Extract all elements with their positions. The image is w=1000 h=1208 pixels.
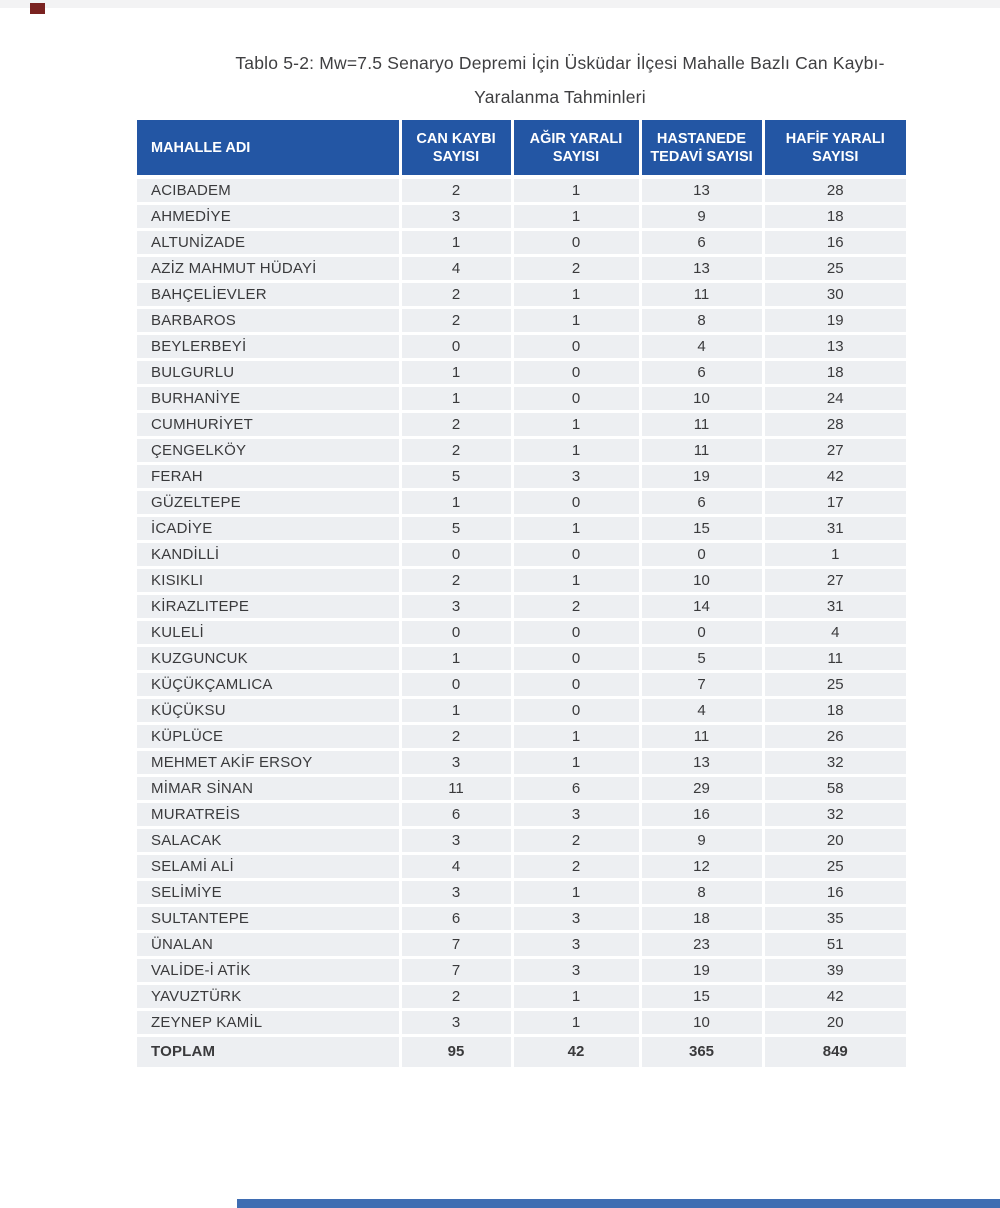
table-body [137, 177, 906, 1067]
cell-value: 13 [763, 333, 906, 359]
cell-value: 0 [512, 619, 640, 645]
cell-value: 28 [763, 411, 906, 437]
page-top-band [0, 0, 1000, 8]
cell-value: 5 [400, 463, 512, 489]
table-row [137, 1009, 906, 1035]
cell-value: 16 [763, 879, 906, 905]
column-header: AĞIR YARALI SAYISI [512, 120, 640, 177]
cell-value: 7 [400, 957, 512, 983]
table-row [137, 671, 906, 697]
cell-value: 18 [763, 697, 906, 723]
cell-value: 27 [763, 567, 906, 593]
cell-value: 1 [512, 983, 640, 1009]
cell-value: 4 [640, 333, 763, 359]
table-row [137, 411, 906, 437]
table-row [137, 697, 906, 723]
cell-value: 0 [512, 489, 640, 515]
cell-value: 16 [763, 229, 906, 255]
cell-value: 32 [763, 749, 906, 775]
cell-value: 51 [763, 931, 906, 957]
cell-value: 3 [400, 749, 512, 775]
table-row [137, 801, 906, 827]
cell-value: 4 [400, 255, 512, 281]
cell-value: 15 [640, 515, 763, 541]
table-row [137, 853, 906, 879]
cell-value: 18 [640, 905, 763, 931]
cell-value: 0 [400, 333, 512, 359]
column-header: HAFİF YARALI SAYISI [763, 120, 906, 177]
cell-value: 1 [512, 879, 640, 905]
neighborhood-name: AHMEDİYE [137, 203, 400, 229]
cell-value: 1 [400, 489, 512, 515]
neighborhood-name: KÜPLÜCE [137, 723, 400, 749]
neighborhood-name: MEHMET AKİF ERSOY [137, 749, 400, 775]
cell-value: 15 [640, 983, 763, 1009]
neighborhood-name: SULTANTEPE [137, 905, 400, 931]
cell-value: 2 [400, 177, 512, 203]
neighborhood-name: ÇENGELKÖY [137, 437, 400, 463]
cell-value: 3 [512, 905, 640, 931]
table-row [137, 385, 906, 411]
cell-value: 6 [512, 775, 640, 801]
cell-value: 1 [400, 645, 512, 671]
cell-value: 365 [640, 1035, 763, 1067]
cell-value: 3 [512, 957, 640, 983]
cell-value: 13 [640, 177, 763, 203]
cell-value: 0 [640, 541, 763, 567]
cell-value: 42 [763, 983, 906, 1009]
cell-value: 58 [763, 775, 906, 801]
cell-value: 1 [512, 567, 640, 593]
cell-value: 3 [400, 593, 512, 619]
table-row [137, 281, 906, 307]
total-row [137, 1035, 906, 1067]
cell-value: 3 [400, 879, 512, 905]
cell-value: 0 [400, 619, 512, 645]
neighborhood-name: MİMAR SİNAN [137, 775, 400, 801]
neighborhood-name: BAHÇELİEVLER [137, 281, 400, 307]
cell-value: 2 [400, 983, 512, 1009]
neighborhood-name: ALTUNİZADE [137, 229, 400, 255]
cell-value: 3 [512, 931, 640, 957]
column-header: MAHALLE ADI [137, 120, 400, 177]
cell-value: 2 [400, 411, 512, 437]
table-row [137, 723, 906, 749]
cell-value: 19 [763, 307, 906, 333]
cell-value: 5 [640, 645, 763, 671]
neighborhood-name: SALACAK [137, 827, 400, 853]
table-row [137, 983, 906, 1009]
cell-value: 28 [763, 177, 906, 203]
cell-value: 25 [763, 671, 906, 697]
cell-value: 11 [640, 723, 763, 749]
cell-value: 13 [640, 749, 763, 775]
cell-value: 1 [512, 177, 640, 203]
cell-value: 1 [512, 749, 640, 775]
cell-value: 42 [763, 463, 906, 489]
neighborhood-name: GÜZELTEPE [137, 489, 400, 515]
cell-value: 1 [400, 229, 512, 255]
cell-value: 1 [512, 437, 640, 463]
cell-value: 2 [400, 437, 512, 463]
cell-value: 10 [640, 1009, 763, 1035]
cell-value: 2 [400, 567, 512, 593]
cell-value: 39 [763, 957, 906, 983]
table-row [137, 619, 906, 645]
table-row [137, 957, 906, 983]
neighborhood-name: KİRAZLITEPE [137, 593, 400, 619]
cell-value: 11 [640, 281, 763, 307]
table-row [137, 229, 906, 255]
cell-value: 2 [512, 853, 640, 879]
cell-value: 4 [400, 853, 512, 879]
cell-value: 95 [400, 1035, 512, 1067]
cell-value: 10 [640, 385, 763, 411]
table-row [137, 255, 906, 281]
neighborhood-name: KÜÇÜKSU [137, 697, 400, 723]
casualty-table [137, 120, 906, 1067]
cell-value: 8 [640, 307, 763, 333]
table-row [137, 515, 906, 541]
column-header: CAN KAYBI SAYISI [400, 120, 512, 177]
cell-value: 3 [400, 827, 512, 853]
neighborhood-name: YAVUZTÜRK [137, 983, 400, 1009]
cell-value: 10 [640, 567, 763, 593]
table-row [137, 749, 906, 775]
cell-value: 1 [512, 411, 640, 437]
table-row [137, 567, 906, 593]
cell-value: 13 [640, 255, 763, 281]
total-label: TOPLAM [137, 1035, 400, 1067]
neighborhood-name: İCADİYE [137, 515, 400, 541]
table-title-line2: Yaralanma Tahminleri [474, 87, 646, 107]
cell-value: 3 [512, 463, 640, 489]
cell-value: 1 [512, 307, 640, 333]
cell-value: 2 [400, 281, 512, 307]
cell-value: 4 [763, 619, 906, 645]
cell-value: 25 [763, 853, 906, 879]
cell-value: 6 [640, 229, 763, 255]
cell-value: 3 [400, 203, 512, 229]
cell-value: 6 [640, 359, 763, 385]
cell-value: 4 [640, 697, 763, 723]
neighborhood-name: CUMHURİYET [137, 411, 400, 437]
cell-value: 6 [400, 905, 512, 931]
neighborhood-name: KÜÇÜKÇAMLICA [137, 671, 400, 697]
cell-value: 19 [640, 463, 763, 489]
cell-value: 1 [512, 723, 640, 749]
cell-value: 0 [512, 671, 640, 697]
cell-value: 23 [640, 931, 763, 957]
cell-value: 11 [640, 411, 763, 437]
table-row [137, 203, 906, 229]
bottom-blue-bar [237, 1199, 1000, 1208]
cell-value: 0 [512, 645, 640, 671]
cell-value: 19 [640, 957, 763, 983]
neighborhood-name: BULGURLU [137, 359, 400, 385]
cell-value: 0 [512, 333, 640, 359]
cell-value: 0 [512, 385, 640, 411]
cell-value: 1 [512, 203, 640, 229]
cell-value: 2 [400, 723, 512, 749]
neighborhood-name: FERAH [137, 463, 400, 489]
cell-value: 11 [400, 775, 512, 801]
cell-value: 2 [512, 593, 640, 619]
neighborhood-name: KULELİ [137, 619, 400, 645]
cell-value: 12 [640, 853, 763, 879]
cell-value: 2 [512, 827, 640, 853]
cell-value: 0 [400, 671, 512, 697]
neighborhood-name: SELAMİ ALİ [137, 853, 400, 879]
cell-value: 24 [763, 385, 906, 411]
cell-value: 1 [400, 385, 512, 411]
cell-value: 17 [763, 489, 906, 515]
table-row [137, 437, 906, 463]
cell-value: 18 [763, 203, 906, 229]
cell-value: 6 [400, 801, 512, 827]
table-row [137, 827, 906, 853]
neighborhood-name: KANDİLLİ [137, 541, 400, 567]
cell-value: 18 [763, 359, 906, 385]
table-row [137, 593, 906, 619]
neighborhood-name: AZİZ MAHMUT HÜDAYİ [137, 255, 400, 281]
table-row [137, 931, 906, 957]
cell-value: 6 [640, 489, 763, 515]
cell-value: 20 [763, 827, 906, 853]
cell-value: 30 [763, 281, 906, 307]
column-header: HASTANEDE TEDAVİ SAYISI [640, 120, 763, 177]
cell-value: 0 [512, 229, 640, 255]
cell-value: 11 [640, 437, 763, 463]
cell-value: 1 [400, 697, 512, 723]
table-title [120, 46, 1000, 114]
neighborhood-name: SELİMİYE [137, 879, 400, 905]
cell-value: 0 [640, 619, 763, 645]
neighborhood-name: ZEYNEP KAMİL [137, 1009, 400, 1035]
neighborhood-name: ACIBADEM [137, 177, 400, 203]
table-row [137, 489, 906, 515]
cell-value: 3 [512, 801, 640, 827]
cell-value: 1 [512, 515, 640, 541]
cell-value: 1 [512, 281, 640, 307]
cell-value: 7 [400, 931, 512, 957]
neighborhood-name: VALİDE-İ ATİK [137, 957, 400, 983]
cell-value: 16 [640, 801, 763, 827]
cell-value: 1 [400, 359, 512, 385]
table-row [137, 333, 906, 359]
cell-value: 42 [512, 1035, 640, 1067]
cell-value: 3 [400, 1009, 512, 1035]
header-row [137, 120, 906, 177]
cell-value: 14 [640, 593, 763, 619]
cell-value: 20 [763, 1009, 906, 1035]
neighborhood-name: ÜNALAN [137, 931, 400, 957]
neighborhood-name: BEYLERBEYİ [137, 333, 400, 359]
cell-value: 27 [763, 437, 906, 463]
table-row [137, 359, 906, 385]
table-row [137, 645, 906, 671]
cell-value: 35 [763, 905, 906, 931]
cell-value: 849 [763, 1035, 906, 1067]
table-row [137, 905, 906, 931]
cell-value: 8 [640, 879, 763, 905]
cell-value: 2 [512, 255, 640, 281]
cell-value: 1 [763, 541, 906, 567]
cell-value: 9 [640, 827, 763, 853]
cell-value: 32 [763, 801, 906, 827]
cell-value: 0 [400, 541, 512, 567]
cell-value: 29 [640, 775, 763, 801]
table-row [137, 879, 906, 905]
cell-value: 5 [400, 515, 512, 541]
cell-value: 1 [512, 1009, 640, 1035]
table-row [137, 541, 906, 567]
cell-value: 11 [763, 645, 906, 671]
cell-value: 0 [512, 697, 640, 723]
cell-value: 2 [400, 307, 512, 333]
cell-value: 0 [512, 359, 640, 385]
cell-value: 31 [763, 515, 906, 541]
neighborhood-name: MURATREİS [137, 801, 400, 827]
table-row [137, 307, 906, 333]
cell-value: 26 [763, 723, 906, 749]
cell-value: 25 [763, 255, 906, 281]
cell-value: 31 [763, 593, 906, 619]
cell-value: 9 [640, 203, 763, 229]
cell-value: 7 [640, 671, 763, 697]
neighborhood-name: BARBAROS [137, 307, 400, 333]
red-corner-mark [30, 3, 45, 14]
table-row [137, 463, 906, 489]
table-row [137, 177, 906, 203]
neighborhood-name: KISIKLI [137, 567, 400, 593]
neighborhood-name: KUZGUNCUK [137, 645, 400, 671]
table-row [137, 775, 906, 801]
neighborhood-name: BURHANİYE [137, 385, 400, 411]
cell-value: 0 [512, 541, 640, 567]
table-title-line1: Tablo 5-2: Mw=7.5 Senaryo Depremi İçin Üsküdar İlçesi Mahalle Bazlı Can Kaybı- [235, 53, 885, 73]
